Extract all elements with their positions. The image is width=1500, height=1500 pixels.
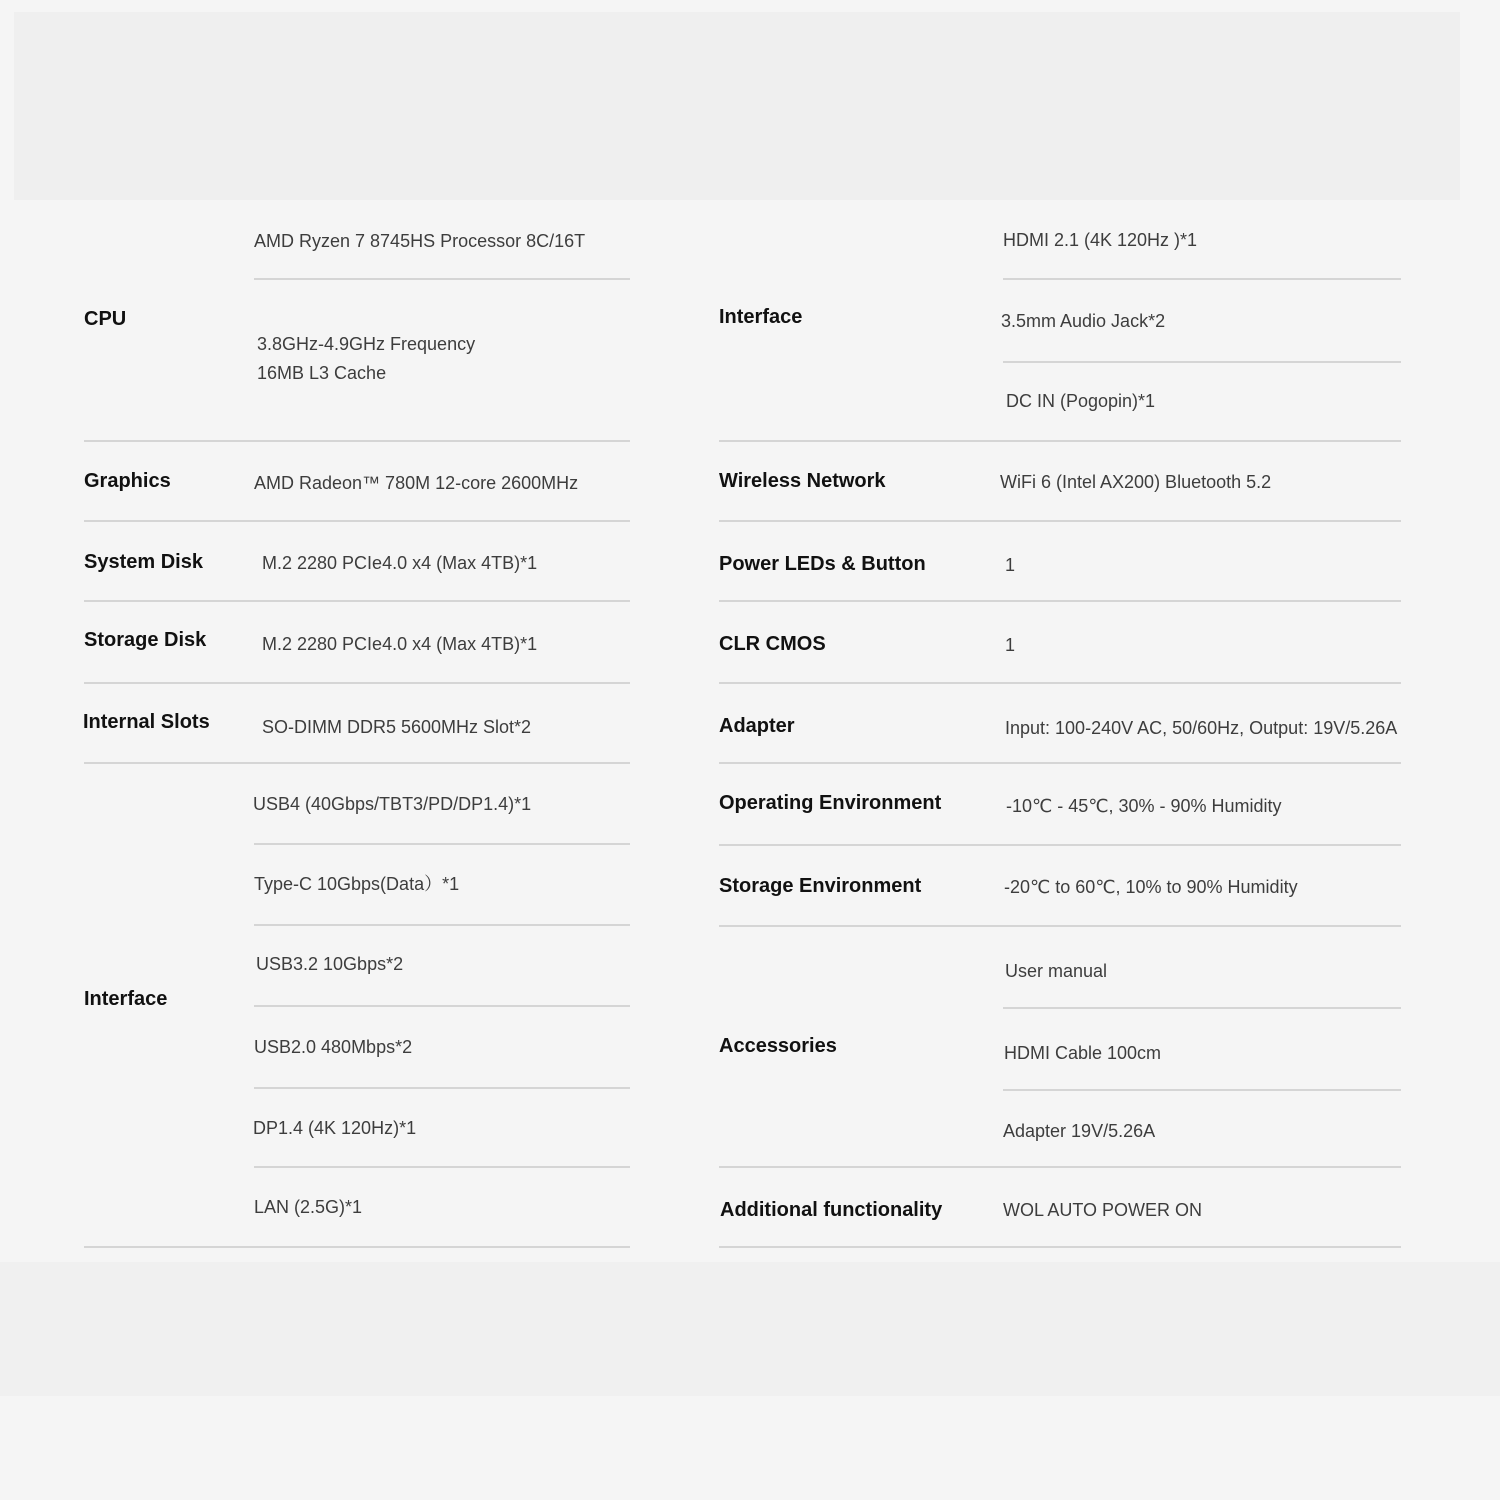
row-divider (254, 1005, 630, 1007)
spec-label-clr-cmos: CLR CMOS (719, 633, 826, 655)
spec-label-storage-disk: Storage Disk (84, 629, 207, 651)
spec-value-usb4: USB4 (40Gbps/TBT3/PD/DP1.4)*1 (253, 794, 532, 814)
row-divider (719, 682, 1401, 684)
row-divider (1003, 361, 1401, 363)
row-divider (719, 600, 1401, 602)
row-divider (1003, 278, 1401, 280)
spec-value-user-manual: User manual (1005, 961, 1108, 981)
row-divider (719, 520, 1401, 522)
spec-value-operating-environment: -10℃ - 45℃, 30% - 90% Humidity (1006, 796, 1282, 816)
row-divider (719, 925, 1401, 927)
spec-value-audio-jack: 3.5mm Audio Jack*2 (1001, 311, 1166, 331)
spec-value-system-disk: M.2 2280 PCIe4.0 x4 (Max 4TB)*1 (262, 553, 538, 573)
row-divider (84, 600, 630, 602)
spec-label-graphics: Graphics (84, 470, 171, 492)
spec-label-wireless-network: Wireless Network (719, 470, 886, 492)
row-divider (84, 520, 630, 522)
spec-value-storage-environment: -20℃ to 60℃, 10% to 90% Humidity (1004, 877, 1298, 897)
spec-label-storage-environment: Storage Environment (719, 875, 922, 897)
row-divider (84, 440, 630, 442)
row-divider (254, 1087, 630, 1089)
spec-label-power-leds-button: Power LEDs & Button (719, 553, 926, 575)
spec-value-cpu-frequency-cache: 3.8GHz-4.9GHz Frequency 16MB L3 Cache (257, 334, 476, 383)
spec-value-hdmi: HDMI 2.1 (4K 120Hz )*1 (1003, 230, 1198, 250)
spec-value-additional-functionality: WOL AUTO POWER ON (1003, 1200, 1203, 1220)
spec-value-usb32: USB3.2 10Gbps*2 (256, 954, 404, 974)
spec-label-cpu: CPU (84, 308, 127, 330)
bottom-banner-area (0, 1262, 1500, 1396)
spec-value-power-leds-button: 1 (1005, 555, 1016, 575)
spec-value-lan: LAN (2.5G)*1 (254, 1197, 363, 1217)
spec-value-dc-in: DC IN (Pogopin)*1 (1006, 391, 1156, 411)
row-divider (254, 924, 630, 926)
row-divider (719, 440, 1401, 442)
spec-value-hdmi-cable: HDMI Cable 100cm (1004, 1043, 1162, 1063)
row-divider (719, 1246, 1401, 1248)
row-divider (84, 762, 630, 764)
row-divider (84, 682, 630, 684)
spec-label-adapter: Adapter (719, 715, 795, 737)
spec-value-adapter-accessory: Adapter 19V/5.26A (1003, 1121, 1156, 1141)
row-divider (254, 278, 630, 280)
spec-value-adapter: Input: 100-240V AC, 50/60Hz, Output: 19V/5.26A (1005, 718, 1398, 738)
spec-label-interface-right: Interface (719, 306, 803, 328)
row-divider (254, 1166, 630, 1168)
spec-value-clr-cmos: 1 (1005, 635, 1016, 655)
row-divider (84, 1246, 630, 1248)
spec-value-graphics: AMD Radeon™ 780M 12-core 2600MHz (254, 473, 579, 493)
spec-label-additional-functionality: Additional functionality (720, 1199, 943, 1221)
spec-value-wireless-network: WiFi 6 (Intel AX200) Bluetooth 5.2 (1000, 472, 1272, 492)
row-divider (1003, 1007, 1401, 1009)
row-divider (719, 844, 1401, 846)
spec-label-system-disk: System Disk (84, 551, 203, 573)
spec-label-interface-left: Interface (84, 988, 168, 1010)
spec-value-dp14: DP1.4 (4K 120Hz)*1 (253, 1118, 417, 1138)
spec-value-cpu-model: AMD Ryzen 7 8745HS Processor 8C/16T (254, 231, 586, 251)
row-divider (1003, 1089, 1401, 1091)
row-divider (719, 1166, 1401, 1168)
spec-label-accessories: Accessories (719, 1035, 837, 1057)
top-banner-area (14, 12, 1460, 200)
spec-label-operating-environment: Operating Environment (719, 792, 942, 814)
spec-value-type-c: Type-C 10Gbps(Data）*1 (254, 874, 460, 894)
row-divider (254, 843, 630, 845)
spec-label-internal-slots: Internal Slots (83, 711, 210, 733)
spec-value-usb20: USB2.0 480Mbps*2 (254, 1037, 413, 1057)
spec-value-storage-disk: M.2 2280 PCIe4.0 x4 (Max 4TB)*1 (262, 634, 538, 654)
spec-value-internal-slots: SO-DIMM DDR5 5600MHz Slot*2 (262, 717, 532, 737)
row-divider (719, 762, 1401, 764)
